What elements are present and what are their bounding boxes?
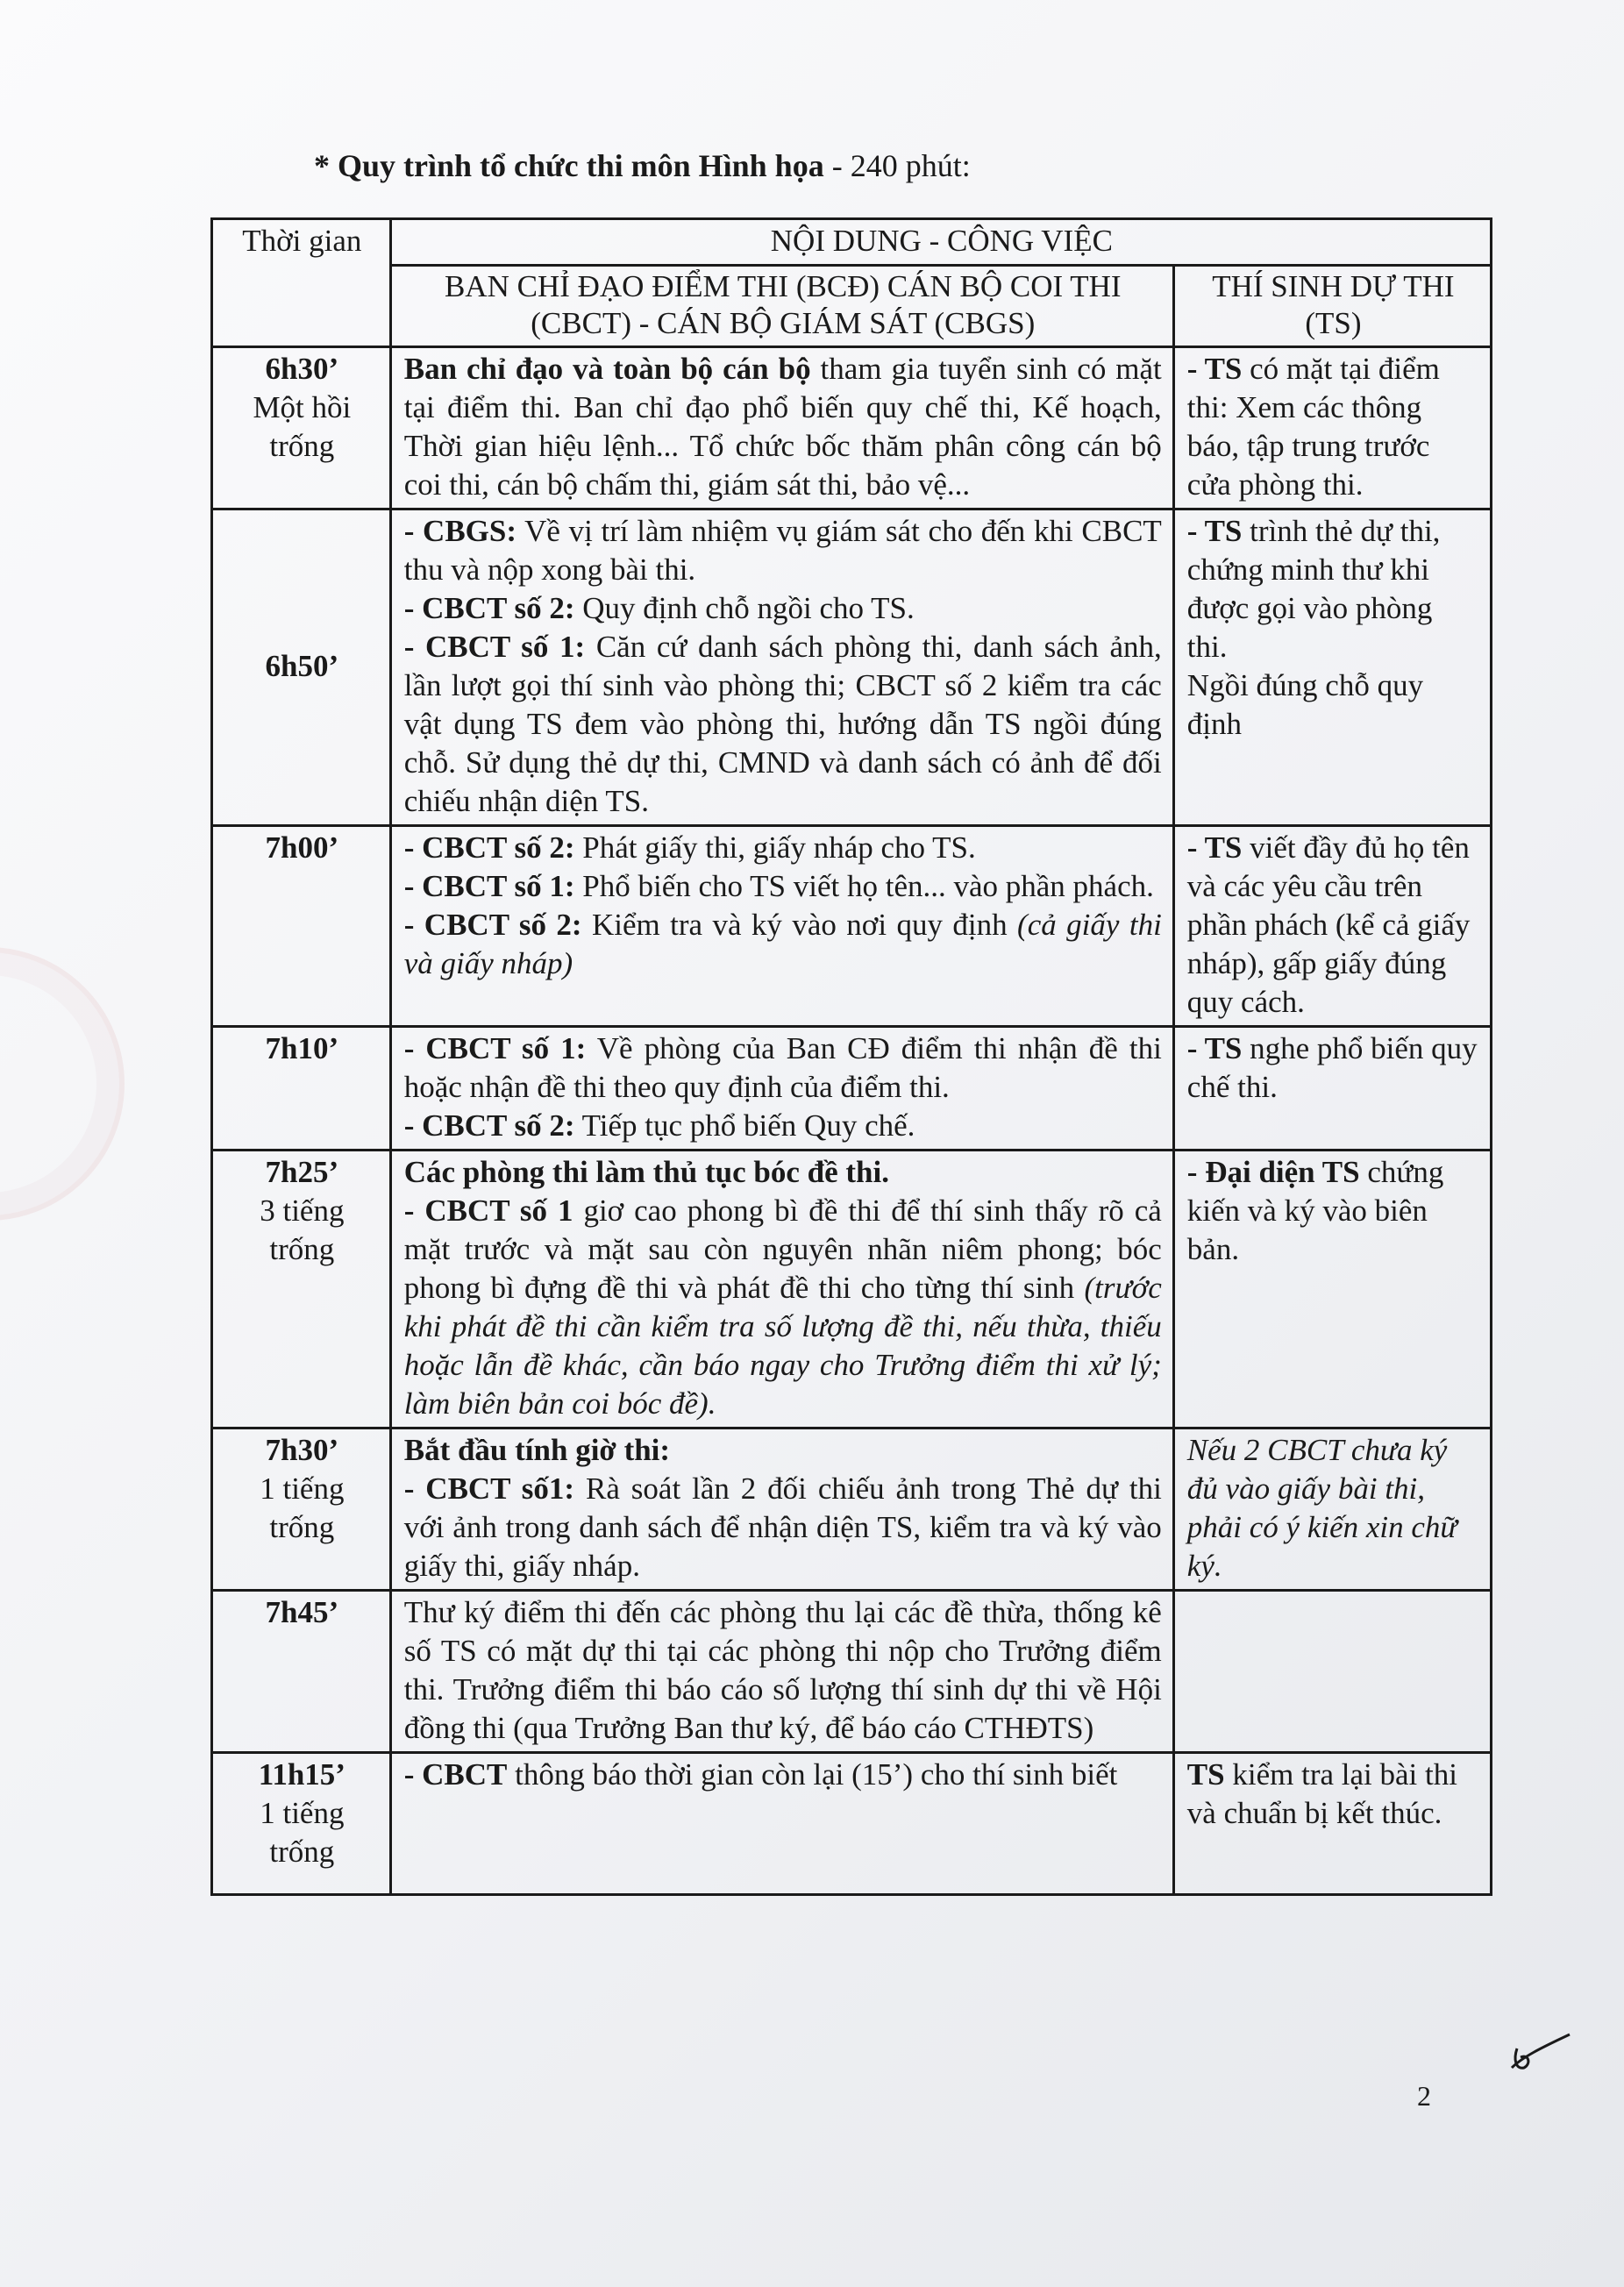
body-text: giơ cao phong bì đề thi để thí sinh thấy rõ cả mặt trước và mặt sau còn nguyên nhãn niêm phong; bóc phong bì đựng đề thi và phát đề thi cho từng thí sinh [403,1193,1162,1305]
body-text: Tiếp tục phổ biến Quy chế. [574,1108,915,1143]
time-cell [212,826,391,1027]
body-text: chứng kiến và ký vào biên bản. [1186,1155,1444,1266]
body-text: Căn cứ danh sách phòng thi, danh sách ảnh, lần lượt gọi thí sinh vào phòng thi; CBCT số 2 kiểm tra các vật dụng TS đem vào phòng thi, hướng dẫn TS ngồi đúng chỗ. Sử dụng thẻ dự thi, CMND và danh sách có ảnh để đối chiếu nhận diện TS. [403,630,1162,818]
table-row [212,826,1492,1027]
cell-paragraph [404,1107,1162,1145]
body-text: tham gia tuyển sinh có mặt tại điểm thi. Ban chỉ đạo phổ biến quy chế thi, Kế hoạch, Thời gian hiệu lệnh... Tổ chức bốc thăm phân công cán bộ coi thi, cán bộ chấm thi, giám sát thi, bảo vệ... [403,352,1162,502]
bold-text: - CBCT số 2: [403,908,582,942]
time-cell [212,1753,391,1895]
body-text: Quy định chỗ ngồi cho TS. [574,591,915,625]
bold-text: - TS [1186,830,1243,865]
bold-text: - TS [1186,1031,1243,1065]
body-text: Thư ký điểm thi đến các phòng thu lại các đề thừa, thống kê số TS có mặt dự thi tại các phòng thi nộp cho Trưởng điểm thi. Trưởng điểm thi báo cáo số lượng thí sinh dự thi về Hội đồng thi (qua Trưởng Ban thư ký, để báo cáo CTHĐTS) [403,1595,1162,1745]
time-cell [212,1151,391,1428]
staff-task-cell [390,1428,1173,1591]
bold-text: Ban chỉ đạo và toàn bộ cán bộ [403,352,811,386]
drum-signal: Một hồi trống [253,390,352,463]
cell-paragraph [404,867,1162,906]
candidate-task-cell [1173,1428,1491,1591]
time-value: 11h15’ [258,1757,345,1792]
cell-paragraph [404,1593,1162,1748]
cell-paragraph [404,1030,1162,1107]
time-cell [212,1027,391,1151]
bold-text: - TS [1186,514,1243,548]
time-value: 7h10’ [265,1031,339,1065]
cell-paragraph [404,512,1162,589]
staff-task-cell [390,826,1173,1027]
bold-text: - CBGS: [403,514,517,548]
candidate-task-cell [1173,347,1491,509]
cell-paragraph [1187,829,1479,1022]
drum-signal: 1 tiếng trống [260,1796,345,1869]
cell-paragraph [404,350,1162,504]
cell-paragraph [1187,350,1479,504]
italic-text: Nếu 2 CBCT chưa ký đủ vào giấy bài thi, phải có ý kiến xin chữ ký. [1186,1433,1457,1583]
cell-paragraph [404,1470,1162,1585]
bold-text: - CBCT số1: [403,1471,575,1506]
candidate-task-cell [1173,1151,1491,1428]
cell-paragraph [1187,1756,1479,1833]
body-text: Về phòng của Ban CĐ điểm thi nhận đề thi hoặc nhận đề thi theo quy định của điểm thi. [403,1031,1162,1104]
staff-task-cell [390,1151,1173,1428]
cell-paragraph [1187,1431,1479,1585]
body-text: Về vị trí làm nhiệm vụ giám sát cho đến khi CBCT thu và nộp xong bài thi. [403,514,1162,587]
body-text: nghe phổ biến quy chế thi. [1186,1031,1478,1104]
body-text: Ngồi đúng chỗ quy định [1186,668,1424,741]
body-text: trình thẻ dự thi, chứng minh thư khi được gọi vào phòng thi. [1186,514,1441,664]
candidate-task-cell [1173,509,1491,826]
cell-paragraph [404,589,1162,628]
body-text: thông báo thời gian còn lại (15’) cho thí sinh biết [507,1757,1118,1792]
cell-paragraph [404,1153,1162,1192]
cell-paragraph [404,1756,1162,1794]
time-value: 7h00’ [265,830,339,865]
italic-text: (cả giấy thi và giấy nháp) [403,908,1162,980]
bold-text: - Đại diện TS [1186,1155,1360,1189]
heading-title: * Quy trình tổ chức thi môn Hình họa [314,148,824,183]
header-time: Thời gian [212,219,391,347]
body-text: viết đầy đủ họ tên và các yêu cầu trên phần phách (kể cả giấy nháp), gấp giấy đúng quy cách. [1186,830,1471,1019]
bold-text: Các phòng thi làm thủ tục bóc đề thi. [403,1155,889,1189]
staff-task-cell [390,1027,1173,1151]
bold-text: Bắt đầu tính giờ thi: [403,1433,671,1467]
body-text: Phát giấy thi, giấy nháp cho TS. [574,830,976,865]
body-text: Phổ biến cho TS viết họ tên... vào phần phách. [574,869,1154,903]
body-text: Kiểm tra và ký vào nơi quy định [581,908,1018,942]
candidate-task-cell [1173,1753,1491,1895]
cell-paragraph [404,628,1162,821]
header-staff: BAN CHỈ ĐẠO ĐIỂM THI (BCĐ) CÁN BỘ COI THI (CBCT) - CÁN BỘ GIÁM SÁT (CBGS) [390,266,1173,347]
cell-paragraph [404,906,1162,983]
table-row [212,509,1492,826]
time-value: 6h50’ [265,649,339,683]
header-content-group: NỘI DUNG - CÔNG VIỆC [390,219,1491,266]
faded-stamp [0,947,125,1221]
table-row [212,1027,1492,1151]
cell-paragraph [404,829,1162,867]
staff-task-cell [390,1591,1173,1753]
heading-duration: - 240 phút: [823,148,971,183]
table-row [212,1151,1492,1428]
body-text: có mặt tại điểm thi: Xem các thông báo, tập trung trước cửa phòng thi. [1186,352,1440,502]
bold-text: - CBCT số 2: [403,830,575,865]
table-row [212,1591,1492,1753]
time-value: 7h45’ [265,1595,339,1629]
time-cell [212,1428,391,1591]
drum-signal: 3 tiếng trống [260,1193,345,1266]
staff-task-cell [390,1753,1173,1895]
cell-paragraph [1187,1030,1479,1107]
cell-paragraph [1187,512,1479,666]
section-heading [314,147,971,184]
bold-text: - CBCT số 2: [403,1108,575,1143]
cell-paragraph [404,1431,1162,1470]
bold-text: - TS [1186,352,1243,386]
exam-schedule-table [210,217,1492,1896]
candidate-task-cell [1173,1591,1491,1753]
body-text: Rà soát lần 2 đối chiếu ảnh trong Thẻ dự thi với ảnh trong danh sách để nhận diện TS, kiểm tra và ký vào giấy thi, giấy nháp. [403,1471,1162,1583]
bold-text: - CBCT số 1: [403,630,586,664]
cell-paragraph [1187,1153,1479,1269]
header-candidates: THÍ SINH DỰ THI (TS) [1173,266,1491,347]
time-cell [212,347,391,509]
time-cell [212,1591,391,1753]
candidate-task-cell [1173,826,1491,1027]
signature-mark [1505,2013,1575,2075]
staff-task-cell [390,347,1173,509]
italic-text: (trước khi phát đề thi cần kiểm tra số lượng đề thi, nếu thừa, thiếu hoặc lẫn đề khác, cần báo ngay cho Trưởng điểm thi xử lý; làm biên bản coi bóc đề). [403,1271,1162,1421]
bold-text: - CBCT số 1: [403,1031,587,1065]
time-value: 7h25’ [265,1155,339,1189]
time-value: 6h30’ [265,352,339,386]
bold-text: - CBCT [403,1757,508,1792]
table-row [212,1753,1492,1895]
body-text: kiểm tra lại bài thi và chuẩn bị kết thúc. [1186,1757,1457,1830]
cell-paragraph [404,1192,1162,1423]
page-number: 2 [1417,2080,1431,2112]
cell-paragraph [1187,666,1479,744]
drum-signal: 1 tiếng trống [260,1471,345,1544]
table-row [212,1428,1492,1591]
bold-text: - CBCT số 1: [403,869,575,903]
time-cell [212,509,391,826]
bold-text: TS [1186,1757,1225,1792]
bold-text: - CBCT số 1 [403,1193,573,1228]
table-row [212,347,1492,509]
candidate-task-cell [1173,1027,1491,1151]
staff-task-cell [390,509,1173,826]
time-value: 7h30’ [265,1433,339,1467]
schedule-rows [212,347,1492,1895]
bold-text: - CBCT số 2: [403,591,575,625]
